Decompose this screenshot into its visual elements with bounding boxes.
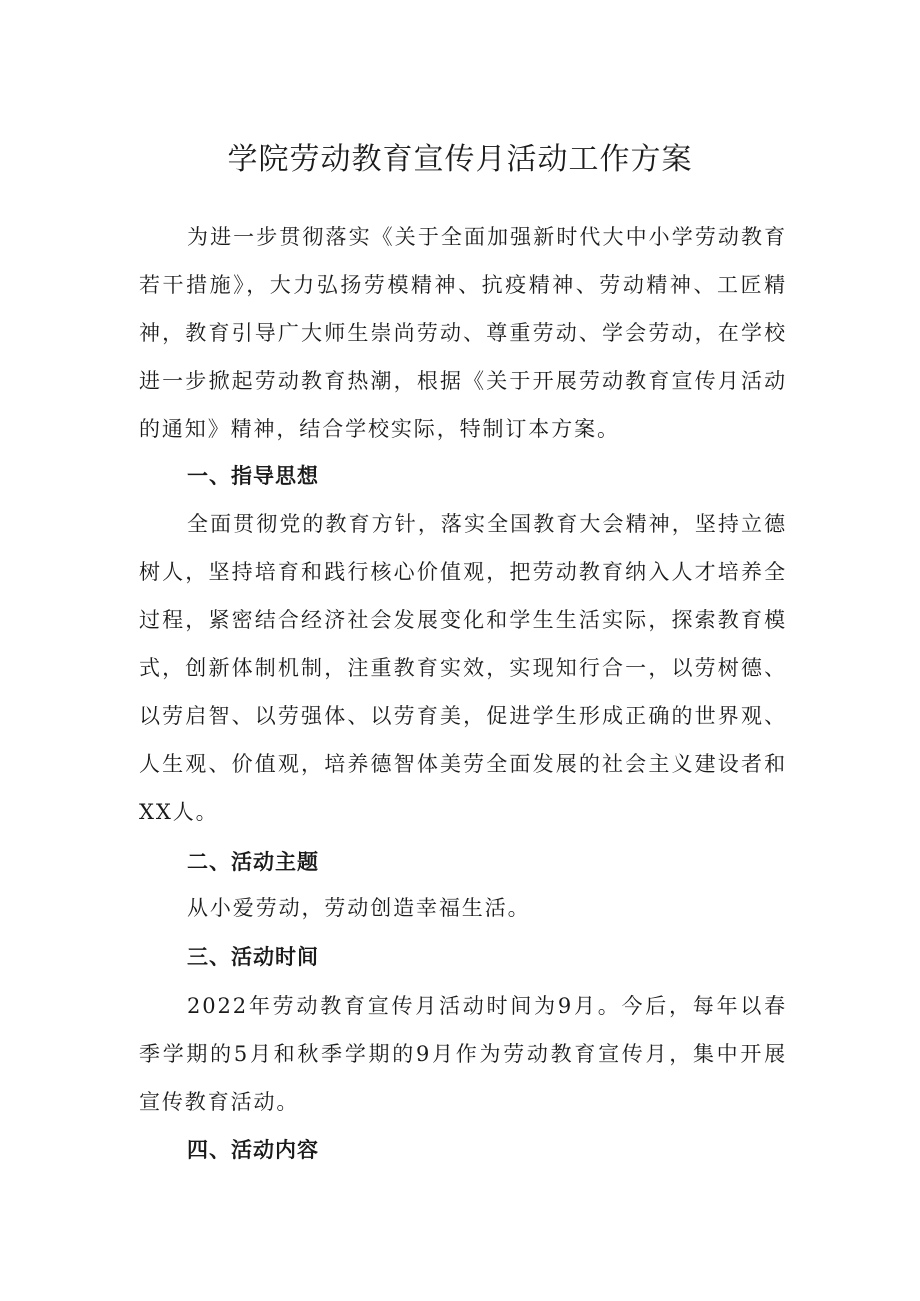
document-title: 学院劳动教育宣传月活动工作方案 xyxy=(227,142,693,177)
section-heading-activity-time: 三、活动时间 xyxy=(187,945,319,969)
section-heading-guiding-ideology: 一、指导思想 xyxy=(187,464,319,488)
activity-time-paragraph: 2022年劳动教育宣传月活动时间为9月。今后，每年以春季学期的5月和秋季学期的9月作为劳动教育宣传月，集中开展宣传教育活动。 xyxy=(139,994,787,1114)
guiding-ideology-paragraph: 全面贯彻党的教育方针，落实全国教育大会精神，坚持立德树人，坚持培育和践行核心价值观，把劳动教育纳入人才培养全过程，紧密结合经济社会发展变化和学生生活实际，探索教育模式，创新体制机制，注重教育实效，实现知行合一，以劳树德、以劳启智、以劳强体、以劳育美，促进学生形成正确的世界观、人生观、价值观，培养德智体美劳全面发展的社会主义建设者和XX人。 xyxy=(139,512,787,824)
intro-paragraph: 为进一步贯彻落实《关于全面加强新时代大中小学劳动教育若干措施》，大力弘扬劳模精神、抗疫精神、劳动精神、工匠精神，教育引导广大师生崇尚劳动、尊重劳动、学会劳动，在学校进一步掀起劳动教育热潮，根据《关于开展劳动教育宣传月活动的通知》精神，结合学校实际，特制订本方案。 xyxy=(139,225,787,441)
section-heading-activity-theme: 二、活动主题 xyxy=(187,850,319,874)
section-heading-activity-content: 四、活动内容 xyxy=(187,1138,319,1162)
activity-theme-paragraph: 从小爱劳动，劳动创造幸福生活。 xyxy=(187,896,531,920)
